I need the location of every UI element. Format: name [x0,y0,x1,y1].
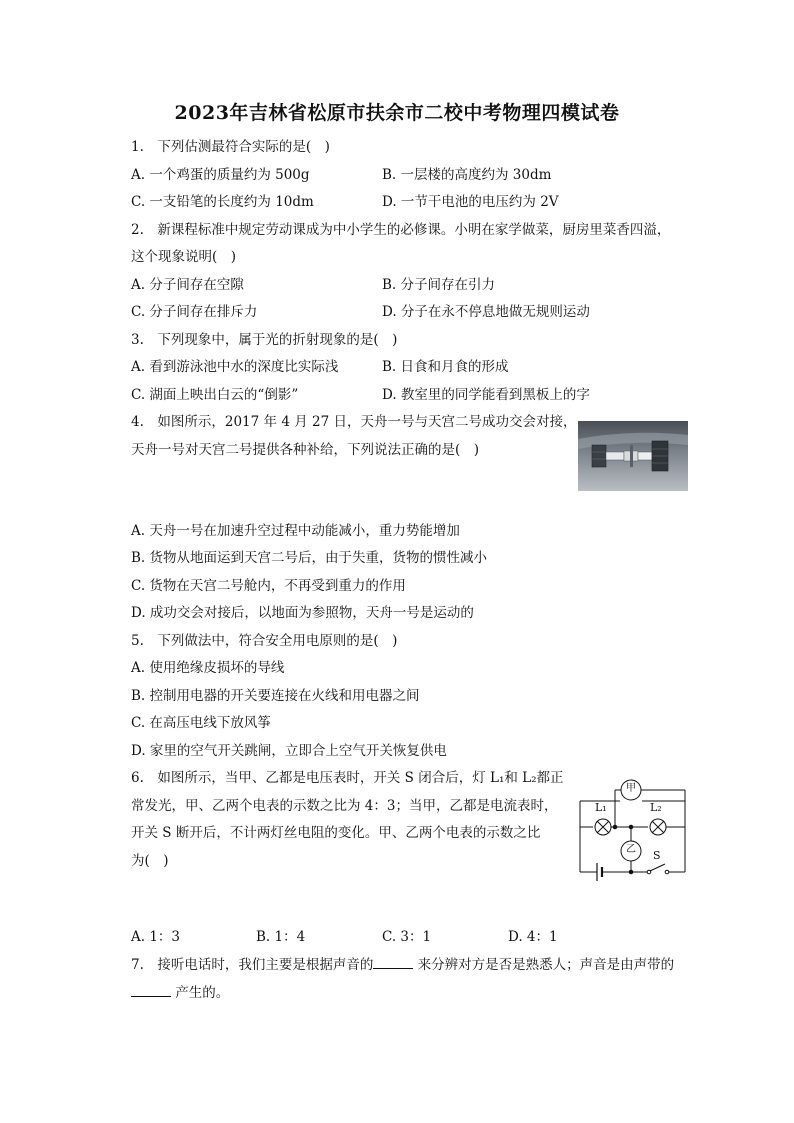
q7-blank-2[interactable] [131,984,171,997]
q4-stem-line2: 天舟一号对天宫二号提供各种补给，下列说法正确的是( ) [131,442,480,458]
q3-option-a: A. 看到游泳池中水的深度比实际浅 [131,359,339,375]
q4-option-b: B. 货物从地面运到天宫二号后，由于失重，货物的惯性减小 [131,550,488,566]
q6-option-a: A. 1：3 [131,929,181,945]
q6-option-d: D. 4：1 [508,929,558,945]
q2-option-c: C. 分子间存在排斥力 [131,304,258,320]
q2-stem-line1: 2. 新课程标准中规定劳动课成为中小学生的必修课。小明在家学做菜，厨房里菜香四溢， [131,222,671,238]
q7-text-part2: 来分辨对方是否是熟悉人；声音是由声带的 [417,957,675,973]
q5-option-a: A. 使用绝缘皮损坏的导线 [131,660,285,676]
circuit-meter-top-label: 甲 [626,783,636,794]
page-title: 2023年吉林省松原市扶余市二校中考物理四模试卷 [174,102,620,124]
q4-option-a: A. 天舟一号在加速升空过程中动能减小，重力势能增加 [131,523,460,539]
q6-stem-line4: 为( ) [131,853,169,869]
circuit-switch-label: S [653,849,661,862]
q5-option-d: D. 家里的空气开关跳闸，立即合上空气开关恢复供电 [131,743,447,759]
q5-option-c: C. 在高压电线下放风筝 [131,715,271,731]
circuit-diagram [575,777,690,885]
q6-stem-line3: 开关 S 断开后，不计两灯丝电阻的变化。甲、乙两个电表的示数之比 [131,825,541,841]
q1-option-a: A. 一个鸡蛋的质量约为 500g [131,167,310,183]
q1-stem: 1. 下列估测最符合实际的是( ) [131,139,330,155]
circuit-lamp2-label: L₂ [650,801,662,814]
q1-option-d: D. 一节干电池的电压约为 2V [382,194,559,210]
q7-text-part1: 7. 接听电话时，我们主要是根据声音的 [131,957,374,973]
q3-option-d: D. 教室里的同学能看到黑板上的字 [382,387,590,403]
q2-option-b: B. 分子间存在引力 [382,277,496,293]
space-station-photo [578,421,688,491]
q7-line1 [131,956,674,974]
q5-option-b: B. 控制用电器的开关要连接在火线和用电器之间 [131,688,420,704]
q7-line2 [131,984,229,1002]
circuit-lamp1-label: L₁ [595,801,607,814]
q6-stem-line1: 6. 如图所示，当甲、乙都是电压表时，开关 S 闭合后，灯 L₁和 L₂都正 [131,770,564,786]
q1-option-c: C. 一支铅笔的长度约为 10dm [131,194,314,210]
q4-stem-line1: 4. 如图所示，2017 年 4 月 27 日，天舟一号与天宫二号成功交会对接， [131,414,577,430]
q6-stem-line2: 常发光，甲、乙两个电表的示数之比为 4：3；当甲，乙都是电流表时， [131,798,558,814]
q2-stem-line2: 这个现象说明( ) [131,249,237,265]
q1-option-b: B. 一层楼的高度约为 30dm [382,167,552,183]
q7-text-part3: 产生的。 [175,985,230,1001]
q5-stem: 5. 下列做法中，符合安全用电原则的是( ) [131,633,398,649]
q3-option-c: C. 湖面上映出白云的“倒影” [131,387,299,403]
q2-option-a: A. 分子间存在空隙 [131,277,244,293]
q7-blank-1[interactable] [373,956,413,969]
circuit-meter-mid-label: 乙 [626,844,636,855]
q6-option-b: B. 1：4 [256,929,306,945]
q2-option-d: D. 分子在永不停息地做无规则运动 [382,304,590,320]
q4-option-c: C. 货物在天宫二号舱内，不再受到重力的作用 [131,578,406,594]
q3-stem: 3. 下列现象中，属于光的折射现象的是( ) [131,332,398,348]
q4-option-d: D. 成功交会对接后，以地面为参照物，天舟一号是运动的 [131,605,474,621]
q6-option-c: C. 3：1 [382,929,432,945]
q3-option-b: B. 日食和月食的形成 [382,359,509,375]
